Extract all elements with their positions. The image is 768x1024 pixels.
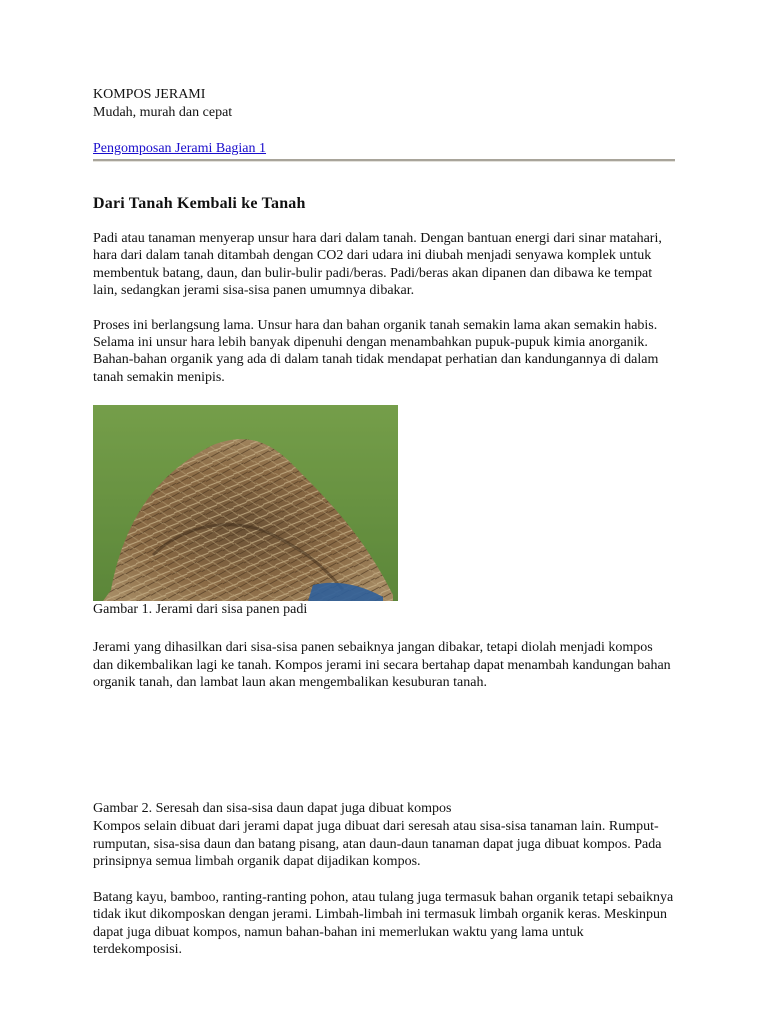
link-line [93, 140, 675, 158]
document-page [93, 86, 675, 958]
horizontal-rule [93, 159, 675, 162]
section-heading: Dari Tanah Kembali ke Tanah [93, 195, 306, 212]
paragraph-1: Padi atau tanaman menyerap unsur hara dari dalam tanah. Dengan bantuan energi dari sinar matahari, hara dari dalam tanah ditambah dengan CO2 dari udara ini diubah menjadi senyawa komplek untuk membentuk batang, daun, dan bulir-bulir padi/beras. Padi/beras akan dipanen dan dibawa ke tempat lain, sedangkan jerami sisa-sisa panen umumnya dibakar. [93, 231, 662, 299]
paragraph-5: Batang kayu, bamboo, ranting-ranting pohon, atau tulang juga termasuk bahan organik tetapi sebaiknya tidak ikut dikomposkan dengan jerami. Limbah-limbah ini termasuk limbah organik keras. Meskinpun dapat juga dibuat kompos, namun bahan-bahan ini memerlukan waktu yang lama untuk terdekomposisi. [93, 889, 674, 957]
paragraph-4: Kompos selain dibuat dari jerami dapat juga dibuat dari seresah atau sisa-sisa tanaman lain. Rumput-rumputan, sisa-sisa daun dan batang pisang, atan daun-daun tanaman dapat juga dibuat kompos. Pada prinsipnya semua limbah organik dapat dijadikan kompos. [93, 819, 662, 870]
straw-pile-photo [93, 405, 398, 601]
title-block [93, 86, 675, 122]
figure-1-caption: Gambar 1. Jerami dari sisa panen padi [93, 602, 308, 618]
paragraph-2: Proses ini berlangsung lama. Unsur hara dan bahan organik tanah semakin lama akan semakin habis. Selama ini unsur hara lebih banyak dipenuhi dengan menambahkan pupuk-pupuk kimia anorganik. Bahan-bahan organik yang ada di dalam tanah tidak mendapat perhatian dan kandungannya di dalam tanah semakin menipis. [93, 317, 659, 385]
doc-subtitle: Mudah, murah dan cepat [93, 105, 233, 120]
figure-2-caption: Gambar 2. Seresah dan sisa-sisa daun dapat juga dibuat kompos [93, 801, 452, 817]
part-1-link[interactable]: Pengomposan Jerami Bagian 1 [93, 141, 267, 156]
doc-title: KOMPOS JERAMI [93, 87, 206, 102]
paragraph-3: Jerami yang dihasilkan dari sisa-sisa panen sebaiknya jangan dibakar, tetapi diolah menjadi kompos dan dikembalikan lagi ke tanah. Kompos jerami ini secara bertahap dapat menambah kandungan bahan organik tanah, dan lambat laun akan mengembalikan kesuburan tanah. [93, 640, 671, 691]
